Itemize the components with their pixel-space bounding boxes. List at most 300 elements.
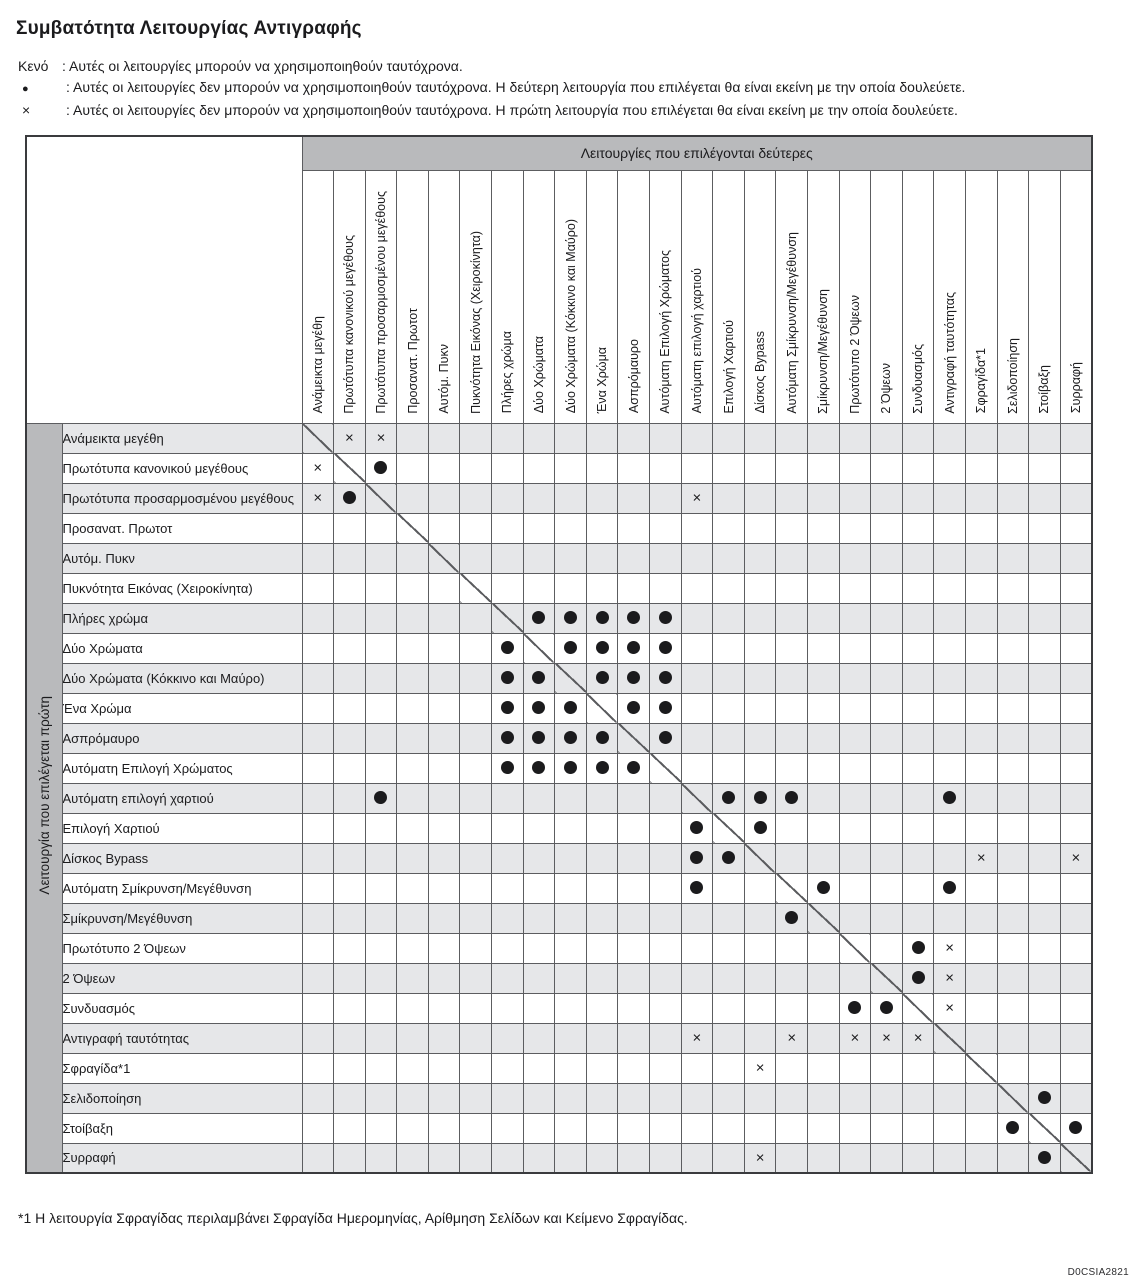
matrix-cell bbox=[650, 723, 682, 753]
matrix-cell bbox=[808, 1053, 840, 1083]
row-label: Ανάμεικτα μεγέθη bbox=[62, 423, 302, 453]
matrix-cell bbox=[713, 573, 745, 603]
matrix-cell bbox=[428, 483, 460, 513]
column-header-label: Επιλογή Χαρτιού bbox=[721, 320, 736, 414]
matrix-cell bbox=[650, 1083, 682, 1113]
row-label: Αυτόμ. Πυκν bbox=[62, 543, 302, 573]
legend-text-x: : Αυτές οι λειτουργίες δεν μπορούν να χρησιμοποιηθούν ταυτόχρονα. Η πρώτη λειτουργία που επιλέγεται θα είναι εκείνη με την οποία δουλεύετε. bbox=[66, 102, 958, 118]
matrix-cell bbox=[681, 993, 713, 1023]
column-header bbox=[523, 170, 555, 423]
matrix-cell bbox=[302, 993, 334, 1023]
matrix-cell bbox=[902, 723, 934, 753]
matrix-cell bbox=[1060, 453, 1092, 483]
matrix-cell bbox=[776, 723, 808, 753]
matrix-cell bbox=[523, 843, 555, 873]
matrix-cell bbox=[902, 963, 934, 993]
column-header-label: Αυτόματη επιλογή χαρτιού bbox=[689, 268, 704, 414]
matrix-cell bbox=[618, 453, 650, 483]
dot-mark bbox=[690, 881, 703, 894]
matrix-cell bbox=[302, 843, 334, 873]
matrix-cell bbox=[681, 903, 713, 933]
matrix-row bbox=[26, 963, 1092, 993]
matrix-cell bbox=[523, 573, 555, 603]
matrix-cell bbox=[871, 633, 903, 663]
matrix-cell bbox=[1029, 1053, 1061, 1083]
matrix-cell bbox=[302, 423, 334, 453]
matrix-cell bbox=[302, 543, 334, 573]
matrix-cell bbox=[681, 963, 713, 993]
matrix-cell bbox=[586, 483, 618, 513]
matrix-cell bbox=[365, 1143, 397, 1173]
matrix-cell bbox=[681, 783, 713, 813]
matrix-cell bbox=[839, 603, 871, 633]
matrix-cell bbox=[776, 903, 808, 933]
column-header bbox=[934, 170, 966, 423]
matrix-cell bbox=[428, 813, 460, 843]
matrix-cell bbox=[365, 1053, 397, 1083]
matrix-cell bbox=[460, 813, 492, 843]
dot-mark bbox=[659, 641, 672, 654]
matrix-cell bbox=[965, 693, 997, 723]
matrix-cell bbox=[555, 543, 587, 573]
matrix-cell bbox=[1029, 423, 1061, 453]
matrix-cell bbox=[839, 453, 871, 483]
matrix-cell bbox=[997, 483, 1029, 513]
matrix-cell bbox=[334, 873, 366, 903]
matrix-cell bbox=[492, 933, 524, 963]
matrix-cell bbox=[681, 453, 713, 483]
matrix-cell bbox=[902, 1143, 934, 1173]
matrix-cell bbox=[997, 663, 1029, 693]
x-mark: × bbox=[692, 489, 702, 507]
matrix-cell bbox=[776, 993, 808, 1023]
matrix-cell bbox=[997, 603, 1029, 633]
matrix-cell bbox=[744, 1023, 776, 1053]
column-header bbox=[713, 170, 745, 423]
doc-code: D0CSIA2821 bbox=[1067, 1267, 1129, 1278]
legend-row-x bbox=[18, 100, 1133, 121]
matrix-cell bbox=[460, 693, 492, 723]
matrix-cell bbox=[523, 903, 555, 933]
matrix-cell bbox=[776, 543, 808, 573]
matrix-cell bbox=[365, 603, 397, 633]
matrix-cell bbox=[997, 633, 1029, 663]
matrix-cell bbox=[934, 1053, 966, 1083]
matrix-cell bbox=[523, 663, 555, 693]
dot-mark bbox=[596, 761, 609, 774]
matrix-cell bbox=[618, 813, 650, 843]
matrix-cell bbox=[808, 693, 840, 723]
matrix-row bbox=[26, 453, 1092, 483]
matrix-cell bbox=[1060, 1023, 1092, 1053]
matrix-cell bbox=[428, 1143, 460, 1173]
matrix-cell bbox=[555, 933, 587, 963]
matrix-cell bbox=[460, 1023, 492, 1053]
matrix-cell bbox=[934, 663, 966, 693]
matrix-cell bbox=[1060, 813, 1092, 843]
matrix-cell bbox=[902, 813, 934, 843]
matrix-cell bbox=[428, 1113, 460, 1143]
matrix-cell bbox=[618, 873, 650, 903]
dot-mark bbox=[943, 881, 956, 894]
matrix-cell bbox=[871, 753, 903, 783]
matrix-cell bbox=[492, 1113, 524, 1143]
matrix-cell bbox=[1060, 423, 1092, 453]
dot-mark bbox=[564, 611, 577, 624]
matrix-cell bbox=[428, 513, 460, 543]
matrix-cell bbox=[997, 963, 1029, 993]
matrix-cell bbox=[334, 513, 366, 543]
matrix-cell bbox=[744, 873, 776, 903]
matrix-cell bbox=[365, 1083, 397, 1113]
matrix-cell bbox=[965, 843, 997, 873]
matrix-cell bbox=[997, 783, 1029, 813]
column-header-label: Δύο Χρώματα bbox=[531, 336, 546, 414]
matrix-cell bbox=[460, 423, 492, 453]
row-label: Αυτόματη επιλογή χαρτιού bbox=[62, 783, 302, 813]
matrix-cell bbox=[618, 543, 650, 573]
matrix-cell bbox=[618, 993, 650, 1023]
matrix-cell bbox=[902, 513, 934, 543]
matrix-cell bbox=[1029, 1143, 1061, 1173]
row-group-label bbox=[26, 423, 62, 1173]
matrix-cell bbox=[460, 993, 492, 1023]
column-header-label: Πρωτότυπα προσαρμοσμένου μεγέθους bbox=[373, 190, 388, 414]
matrix-cell bbox=[365, 873, 397, 903]
matrix-cell bbox=[871, 483, 903, 513]
matrix-cell bbox=[618, 1113, 650, 1143]
matrix-cell bbox=[618, 1053, 650, 1083]
matrix-cell bbox=[934, 1113, 966, 1143]
matrix-cell bbox=[681, 573, 713, 603]
matrix-cell bbox=[650, 933, 682, 963]
matrix-cell bbox=[1029, 633, 1061, 663]
legend-row-dot bbox=[18, 77, 1133, 100]
matrix-cell bbox=[997, 1143, 1029, 1173]
dot-mark bbox=[564, 701, 577, 714]
matrix-cell bbox=[839, 1053, 871, 1083]
matrix-cell bbox=[681, 873, 713, 903]
matrix-cell bbox=[808, 453, 840, 483]
dot-mark bbox=[374, 791, 387, 804]
dot-mark bbox=[627, 701, 640, 714]
matrix-cell bbox=[650, 543, 682, 573]
dot-mark bbox=[1038, 1151, 1051, 1164]
matrix-cell bbox=[650, 663, 682, 693]
dot-mark bbox=[564, 641, 577, 654]
matrix-cell bbox=[650, 603, 682, 633]
matrix-cell bbox=[334, 993, 366, 1023]
matrix-cell bbox=[776, 663, 808, 693]
matrix-cell bbox=[871, 573, 903, 603]
matrix-cell bbox=[618, 603, 650, 633]
matrix-cell bbox=[744, 543, 776, 573]
matrix-cell bbox=[934, 693, 966, 723]
matrix-cell bbox=[871, 993, 903, 1023]
x-mark: × bbox=[692, 1029, 702, 1047]
row-label: Πρωτότυπο 2 Όψεων bbox=[62, 933, 302, 963]
matrix-cell bbox=[902, 873, 934, 903]
matrix-cell bbox=[902, 1083, 934, 1113]
dot-mark bbox=[848, 1001, 861, 1014]
matrix-cell bbox=[808, 1113, 840, 1143]
matrix-cell bbox=[713, 903, 745, 933]
corner-cell bbox=[26, 136, 302, 423]
matrix-cell bbox=[902, 1113, 934, 1143]
matrix-cell bbox=[934, 783, 966, 813]
legend-symbol-dot: ● bbox=[22, 83, 29, 95]
column-header bbox=[744, 170, 776, 423]
matrix-cell bbox=[839, 1113, 871, 1143]
column-header-label: Αυτόμ. Πυκν bbox=[437, 343, 452, 414]
matrix-cell bbox=[1029, 843, 1061, 873]
matrix-cell bbox=[586, 993, 618, 1023]
matrix-cell bbox=[681, 483, 713, 513]
matrix-cell bbox=[902, 573, 934, 603]
matrix-cell bbox=[428, 933, 460, 963]
column-header-label: Συνδυασμός bbox=[911, 343, 926, 414]
matrix-cell bbox=[808, 543, 840, 573]
matrix-cell bbox=[965, 903, 997, 933]
matrix-cell bbox=[397, 933, 429, 963]
matrix-cell bbox=[555, 573, 587, 603]
matrix-cell bbox=[334, 1083, 366, 1113]
matrix-cell bbox=[302, 453, 334, 483]
column-header bbox=[1029, 170, 1061, 423]
matrix-cell bbox=[334, 963, 366, 993]
matrix-cell bbox=[555, 633, 587, 663]
matrix-cell bbox=[492, 543, 524, 573]
column-header-label: Ασπρόμαυρο bbox=[626, 339, 641, 414]
matrix-cell bbox=[839, 633, 871, 663]
row-group-label-text: Λειτουργία που επιλέγεται πρώτη bbox=[36, 695, 52, 895]
matrix-cell bbox=[586, 903, 618, 933]
x-mark: × bbox=[345, 429, 354, 447]
column-header-label: Πρωτότυπα κανονικού μεγέθους bbox=[342, 234, 357, 414]
matrix-cell bbox=[428, 783, 460, 813]
matrix-cell bbox=[744, 693, 776, 723]
matrix-cell bbox=[365, 963, 397, 993]
matrix-cell bbox=[776, 693, 808, 723]
matrix-row bbox=[26, 813, 1092, 843]
column-header-label: Ένα Χρώμα bbox=[595, 347, 610, 414]
dot-mark bbox=[659, 731, 672, 744]
dot-mark bbox=[943, 791, 956, 804]
matrix-cell bbox=[460, 843, 492, 873]
matrix-cell bbox=[650, 753, 682, 783]
matrix-cell bbox=[334, 723, 366, 753]
matrix-cell bbox=[492, 453, 524, 483]
matrix-cell bbox=[808, 513, 840, 543]
matrix-cell bbox=[808, 903, 840, 933]
matrix-cell bbox=[744, 603, 776, 633]
matrix-cell bbox=[965, 753, 997, 783]
column-header-label: Σμίκρυνση/Μεγέθυνση bbox=[816, 288, 831, 414]
column-header bbox=[397, 170, 429, 423]
matrix-cell bbox=[1060, 753, 1092, 783]
matrix-cell bbox=[397, 573, 429, 603]
matrix-cell bbox=[839, 813, 871, 843]
second-functions-header: Λειτουργίες που επιλέγονται δεύτερες bbox=[302, 136, 1092, 170]
matrix-cell bbox=[397, 423, 429, 453]
matrix-cell bbox=[428, 543, 460, 573]
matrix-cell bbox=[492, 843, 524, 873]
matrix-cell bbox=[555, 963, 587, 993]
matrix-cell bbox=[997, 993, 1029, 1023]
matrix-row bbox=[26, 543, 1092, 573]
matrix-cell bbox=[681, 813, 713, 843]
matrix-cell bbox=[334, 903, 366, 933]
matrix-cell bbox=[965, 813, 997, 843]
matrix-cell bbox=[460, 1083, 492, 1113]
matrix-cell bbox=[744, 1143, 776, 1173]
column-header-label: Σφραγίδα*1 bbox=[974, 348, 989, 414]
matrix-cell bbox=[713, 633, 745, 663]
column-header bbox=[1060, 170, 1092, 423]
matrix-cell bbox=[1029, 453, 1061, 483]
matrix-cell bbox=[871, 1113, 903, 1143]
matrix-cell bbox=[713, 753, 745, 783]
matrix-cell bbox=[902, 993, 934, 1023]
matrix-cell bbox=[618, 843, 650, 873]
matrix-cell bbox=[744, 783, 776, 813]
matrix-cell bbox=[997, 1053, 1029, 1083]
column-header-label: Προσανατ. Πρωτοτ bbox=[405, 307, 420, 414]
matrix-cell bbox=[523, 783, 555, 813]
matrix-cell bbox=[965, 423, 997, 453]
matrix-cell bbox=[965, 483, 997, 513]
matrix-cell bbox=[871, 453, 903, 483]
matrix-cell bbox=[302, 753, 334, 783]
matrix-cell bbox=[681, 1023, 713, 1053]
matrix-cell bbox=[334, 663, 366, 693]
dot-mark bbox=[880, 1001, 893, 1014]
row-label: Σφραγίδα*1 bbox=[62, 1053, 302, 1083]
matrix-cell bbox=[1060, 903, 1092, 933]
matrix-cell bbox=[713, 873, 745, 903]
matrix-cell bbox=[1060, 933, 1092, 963]
matrix-cell bbox=[839, 753, 871, 783]
matrix-cell bbox=[744, 453, 776, 483]
x-mark: × bbox=[976, 849, 986, 867]
matrix-cell bbox=[397, 843, 429, 873]
matrix-cell bbox=[776, 933, 808, 963]
matrix-cell bbox=[334, 423, 366, 453]
row-label: Πρωτότυπα κανονικού μεγέθους bbox=[62, 453, 302, 483]
matrix-cell bbox=[902, 903, 934, 933]
matrix-cell bbox=[1060, 513, 1092, 543]
matrix-cell bbox=[871, 903, 903, 933]
matrix-cell bbox=[713, 453, 745, 483]
matrix-cell bbox=[302, 633, 334, 663]
x-mark: × bbox=[787, 1029, 797, 1047]
matrix-cell bbox=[776, 873, 808, 903]
matrix-cell bbox=[365, 723, 397, 753]
matrix-cell bbox=[334, 753, 366, 783]
matrix-row bbox=[26, 753, 1092, 783]
matrix-cell bbox=[713, 843, 745, 873]
matrix-cell bbox=[334, 843, 366, 873]
matrix-cell bbox=[460, 1113, 492, 1143]
matrix-cell bbox=[586, 813, 618, 843]
matrix-cell bbox=[997, 843, 1029, 873]
dot-mark bbox=[596, 611, 609, 624]
legend-symbol-blank: Κενό bbox=[18, 58, 49, 74]
column-header bbox=[965, 170, 997, 423]
matrix-cell bbox=[713, 1143, 745, 1173]
matrix-row bbox=[26, 573, 1092, 603]
matrix-cell bbox=[555, 663, 587, 693]
matrix-cell bbox=[681, 633, 713, 663]
matrix-cell bbox=[934, 933, 966, 963]
column-header bbox=[492, 170, 524, 423]
matrix-cell bbox=[586, 633, 618, 663]
matrix-cell bbox=[334, 483, 366, 513]
matrix-row bbox=[26, 843, 1092, 873]
matrix-cell bbox=[650, 1113, 682, 1143]
matrix-cell bbox=[839, 903, 871, 933]
matrix-cell bbox=[839, 663, 871, 693]
matrix-cell bbox=[997, 1023, 1029, 1053]
matrix-row bbox=[26, 423, 1092, 453]
matrix-row bbox=[26, 1113, 1092, 1143]
matrix-cell bbox=[397, 873, 429, 903]
matrix-cell bbox=[934, 813, 966, 843]
matrix-cell bbox=[934, 903, 966, 933]
matrix-cell bbox=[1060, 603, 1092, 633]
x-mark: × bbox=[945, 969, 955, 987]
column-header-label: Σελιδοποίηση bbox=[1005, 337, 1020, 414]
matrix-cell bbox=[523, 813, 555, 843]
matrix-cell bbox=[902, 543, 934, 573]
matrix-cell bbox=[492, 1053, 524, 1083]
matrix-cell bbox=[1060, 483, 1092, 513]
matrix-cell bbox=[365, 543, 397, 573]
matrix-cell bbox=[365, 1113, 397, 1143]
matrix-row bbox=[26, 723, 1092, 753]
dot-mark bbox=[501, 641, 514, 654]
dot-mark bbox=[659, 611, 672, 624]
dot-mark bbox=[627, 761, 640, 774]
matrix-cell bbox=[523, 1113, 555, 1143]
dot-mark bbox=[912, 971, 925, 984]
matrix-cell bbox=[397, 483, 429, 513]
matrix-cell bbox=[934, 603, 966, 633]
dot-mark bbox=[532, 761, 545, 774]
matrix-row bbox=[26, 1083, 1092, 1113]
matrix-cell bbox=[618, 723, 650, 753]
matrix-cell bbox=[934, 963, 966, 993]
matrix-cell bbox=[871, 543, 903, 573]
matrix-cell bbox=[365, 783, 397, 813]
matrix-cell bbox=[1029, 1113, 1061, 1143]
dot-mark bbox=[1038, 1091, 1051, 1104]
matrix-cell bbox=[523, 1143, 555, 1173]
matrix-cell bbox=[365, 933, 397, 963]
matrix-cell bbox=[871, 843, 903, 873]
x-mark: × bbox=[313, 459, 323, 477]
matrix-cell bbox=[776, 963, 808, 993]
matrix-cell bbox=[586, 1143, 618, 1173]
matrix-cell bbox=[1029, 573, 1061, 603]
matrix-cell bbox=[808, 1023, 840, 1053]
matrix-cell bbox=[902, 483, 934, 513]
matrix-cell bbox=[776, 423, 808, 453]
matrix-cell bbox=[744, 903, 776, 933]
matrix-cell bbox=[302, 573, 334, 603]
matrix-cell bbox=[681, 1083, 713, 1113]
column-header bbox=[302, 170, 334, 423]
